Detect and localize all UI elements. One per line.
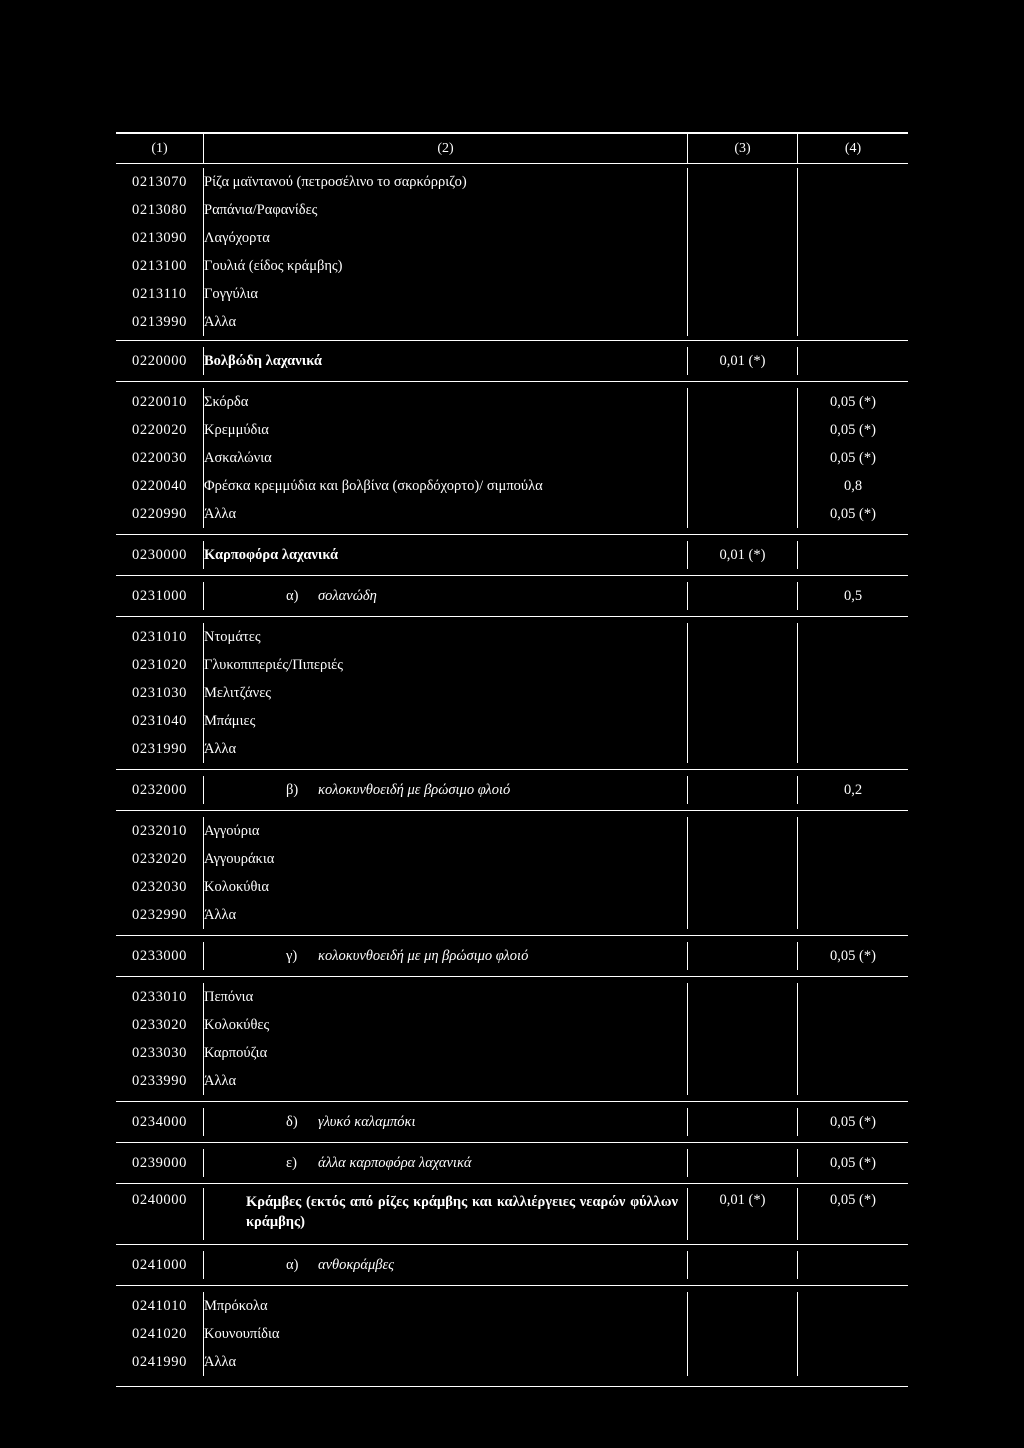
mrl-col-4: 0,05 (*) (830, 1154, 876, 1171)
row-group (116, 811, 908, 936)
mrl-col-3 (688, 707, 798, 735)
row-group (116, 576, 908, 617)
mrl-col-3 (688, 942, 798, 970)
mrl-col-3 (688, 817, 798, 845)
table-row (116, 845, 908, 873)
mrl-col-3 (688, 1039, 798, 1067)
product-code: 0213090 (116, 224, 204, 252)
product-name: Γλυκοπιπεριές/Πιπεριές (204, 651, 688, 679)
mrl-col-4 (798, 1292, 908, 1320)
product-code: 0232010 (116, 817, 204, 845)
header-col-3: (3) (688, 134, 798, 163)
mrl-col-3 (688, 735, 798, 763)
product-name (204, 1188, 688, 1240)
mrl-col-4 (798, 651, 908, 679)
product-name: Ντομάτες (204, 623, 688, 651)
product-code: 0232000 (116, 776, 204, 804)
row-group (116, 617, 908, 770)
product-name: άλλα καρποφόρα λαχανικά (318, 1154, 472, 1171)
mrl-col-4 (798, 901, 908, 929)
product-code: 0213100 (116, 252, 204, 280)
product-name: κολοκυνθοειδή με μη βρώσιμο φλοιό (318, 947, 529, 964)
product-code: 0231030 (116, 679, 204, 707)
table-row (116, 472, 908, 500)
table-row (116, 817, 908, 845)
mrl-col-3 (688, 679, 798, 707)
mrl-col-4 (798, 1039, 908, 1067)
mrl-col-4 (798, 1320, 908, 1348)
mrl-col-3 (688, 623, 798, 651)
product-code: 0232990 (116, 901, 204, 929)
mrl-col-3 (688, 416, 798, 444)
mrl-col-4: 0,05 (*) (830, 947, 876, 964)
mrl-col-3 (688, 845, 798, 873)
product-name: ανθοκράμβες (318, 1256, 395, 1273)
product-subgroup (204, 1251, 688, 1279)
product-code: 0220020 (116, 416, 204, 444)
mrl-col-3 (688, 224, 798, 252)
row-group (116, 1286, 908, 1387)
table-row (116, 1320, 908, 1348)
product-name: κολοκυνθοειδή με βρώσιμο φλοιό (318, 781, 511, 798)
table-row (116, 541, 908, 569)
table-row (116, 308, 908, 336)
mrl-col-4 (798, 541, 908, 569)
mrl-col-4 (798, 707, 908, 735)
product-name: Φρέσκα κρεμμύδια και βολβίνα (σκορδόχορτο)/ σιμπούλα (204, 472, 688, 500)
table-row (116, 1292, 908, 1320)
product-subgroup (204, 776, 688, 804)
product-code: 0220990 (116, 500, 204, 528)
product-code: 0233020 (116, 1011, 204, 1039)
product-code: 0234000 (116, 1108, 204, 1136)
row-group (116, 936, 908, 977)
mrl-col-4: 0,2 (843, 781, 863, 798)
mrl-col-3: 0,01 (*) (688, 347, 798, 375)
mrl-col-3 (688, 472, 798, 500)
table-row (116, 347, 908, 375)
table-row (116, 1039, 908, 1067)
row-group (116, 977, 908, 1102)
product-name: Άλλα (204, 308, 688, 336)
product-name: Κουνουπίδια (204, 1320, 688, 1348)
row-group (116, 535, 908, 576)
table-row (116, 623, 908, 651)
mrl-col-4 (798, 252, 908, 280)
mrl-col-4 (798, 168, 908, 196)
table-row (116, 1348, 908, 1376)
header-col-1: (1) (116, 134, 204, 163)
mrl-col-4 (798, 1348, 908, 1376)
product-code: 0232020 (116, 845, 204, 873)
row-group (116, 1184, 908, 1245)
mrl-col-4 (798, 280, 908, 308)
mrl-col-4 (798, 735, 908, 763)
table-row (116, 707, 908, 735)
mrl-col-4 (798, 623, 908, 651)
residue-limits-table (116, 132, 908, 1387)
mrl-col-3 (688, 444, 798, 472)
row-group (116, 1143, 908, 1184)
mrl-col-3 (688, 873, 798, 901)
table-header (116, 132, 908, 164)
product-code: 0231990 (116, 735, 204, 763)
product-code: 0233990 (116, 1067, 204, 1095)
mrl-col-4: 0,8 (843, 477, 863, 494)
subgroup-label: α) (286, 1256, 299, 1273)
product-code: 0233030 (116, 1039, 204, 1067)
product-name: Αγγούρια (204, 817, 688, 845)
subgroup-label: δ) (286, 1113, 298, 1130)
product-code: 0213990 (116, 308, 204, 336)
table-row (116, 873, 908, 901)
row-group (116, 1245, 908, 1286)
mrl-col-4: 0,05 (*) (830, 1192, 876, 1208)
mrl-col-3: 0,01 (*) (688, 1188, 798, 1240)
mrl-col-4 (798, 224, 908, 252)
product-code: 0233010 (116, 983, 204, 1011)
mrl-col-4 (798, 308, 908, 336)
row-group (116, 1102, 908, 1143)
product-code: 0231020 (116, 651, 204, 679)
product-name: Γουλιά (είδος κράμβης) (204, 252, 688, 280)
mrl-col-4: 0,05 (*) (830, 449, 876, 466)
product-code: 0232030 (116, 873, 204, 901)
product-code: 0233000 (116, 942, 204, 970)
product-name: Καρποφόρα λαχανικά (204, 541, 688, 569)
table-row (116, 1011, 908, 1039)
subgroup-label: ε) (286, 1154, 297, 1171)
product-code: 0241000 (116, 1251, 204, 1279)
product-name: Μελιτζάνες (204, 679, 688, 707)
mrl-col-3 (688, 1348, 798, 1376)
product-name: Άλλα (204, 500, 688, 528)
subgroup-label: α) (286, 587, 299, 604)
mrl-col-3 (688, 1320, 798, 1348)
mrl-col-4 (798, 1251, 908, 1279)
table-row (116, 196, 908, 224)
product-code: 0220030 (116, 444, 204, 472)
table-row (116, 252, 908, 280)
table-row (116, 735, 908, 763)
product-name: Κολοκύθια (204, 873, 688, 901)
mrl-col-3 (688, 388, 798, 416)
product-code: 0231040 (116, 707, 204, 735)
mrl-col-4 (798, 817, 908, 845)
mrl-col-4 (798, 1011, 908, 1039)
table-row (116, 1149, 908, 1177)
mrl-col-4: 0,5 (843, 587, 863, 604)
product-code: 0231000 (116, 582, 204, 610)
mrl-col-4 (798, 347, 908, 375)
product-name: Βολβώδη λαχανικά (204, 347, 688, 375)
mrl-col-3 (688, 252, 798, 280)
table-row (116, 942, 908, 970)
mrl-col-4 (798, 1067, 908, 1095)
table-row (116, 416, 908, 444)
table-row (116, 1067, 908, 1095)
product-name: Μπρόκολα (204, 1292, 688, 1320)
mrl-col-4 (798, 983, 908, 1011)
product-code: 0213110 (116, 280, 204, 308)
table-row (116, 1251, 908, 1279)
product-subgroup (204, 1149, 688, 1177)
product-code: 0213080 (116, 196, 204, 224)
table-row (116, 651, 908, 679)
mrl-col-3 (688, 1251, 798, 1279)
mrl-col-3 (688, 651, 798, 679)
product-subgroup (204, 582, 688, 610)
table-row (116, 582, 908, 610)
product-name: Άλλα (204, 901, 688, 929)
mrl-col-4: 0,05 (*) (830, 505, 876, 522)
product-code: 0241990 (116, 1348, 204, 1376)
mrl-col-3 (688, 1108, 798, 1136)
product-subgroup (204, 1108, 688, 1136)
table-row (116, 280, 908, 308)
product-name: σολανώδη (318, 587, 377, 604)
subgroup-label: β) (286, 781, 299, 798)
mrl-col-3 (688, 308, 798, 336)
table-row (116, 679, 908, 707)
product-name: Πεπόνια (204, 983, 688, 1011)
mrl-col-3 (688, 196, 798, 224)
mrl-col-4 (798, 679, 908, 707)
mrl-col-4 (798, 845, 908, 873)
product-code: 0220000 (116, 347, 204, 375)
product-name: Μπάμιες (204, 707, 688, 735)
product-code: 0239000 (116, 1149, 204, 1177)
mrl-col-4 (798, 873, 908, 901)
product-name: Κρεμμύδια (204, 416, 688, 444)
product-code: 0213070 (116, 168, 204, 196)
product-code: 0240000 (116, 1188, 204, 1240)
mrl-col-3 (688, 168, 798, 196)
product-name: Κολοκύθες (204, 1011, 688, 1039)
mrl-col-3 (688, 1292, 798, 1320)
product-name: Λαγόχορτα (204, 224, 688, 252)
table-row (116, 776, 908, 804)
product-name: Ασκαλώνια (204, 444, 688, 472)
subgroup-label: γ) (286, 947, 298, 964)
table-row (116, 1188, 908, 1240)
product-name: Καρπούζια (204, 1039, 688, 1067)
product-subgroup (204, 942, 688, 970)
mrl-col-3 (688, 1011, 798, 1039)
product-name: Γογγύλια (204, 280, 688, 308)
table-row (116, 444, 908, 472)
mrl-col-3 (688, 582, 798, 610)
product-code: 0241010 (116, 1292, 204, 1320)
mrl-col-3 (688, 500, 798, 528)
product-code: 0220010 (116, 388, 204, 416)
product-code: 0230000 (116, 541, 204, 569)
table-row (116, 388, 908, 416)
product-name: γλυκό καλαμπόκι (318, 1113, 416, 1130)
table-row (116, 224, 908, 252)
header-col-2: (2) (204, 134, 688, 163)
mrl-col-4 (798, 196, 908, 224)
mrl-col-3 (688, 280, 798, 308)
product-name: Άλλα (204, 735, 688, 763)
product-name: Άλλα (204, 1067, 688, 1095)
mrl-col-3: 0,01 (*) (688, 541, 798, 569)
row-group (116, 164, 908, 341)
product-name: Σκόρδα (204, 388, 688, 416)
header-col-4: (4) (844, 140, 862, 156)
product-code: 0241020 (116, 1320, 204, 1348)
product-name: Άλλα (204, 1348, 688, 1376)
mrl-col-4: 0,05 (*) (830, 1113, 876, 1130)
mrl-col-3 (688, 1149, 798, 1177)
table-row (116, 500, 908, 528)
table-row (116, 983, 908, 1011)
mrl-col-4: 0,05 (*) (830, 421, 876, 438)
row-group (116, 382, 908, 535)
mrl-col-3 (688, 983, 798, 1011)
table-row (116, 1108, 908, 1136)
product-name: Ραπάνια/Ραφανίδες (204, 196, 688, 224)
row-group (116, 341, 908, 382)
product-name: Αγγουράκια (204, 845, 688, 873)
mrl-col-3 (688, 1067, 798, 1095)
table-row (116, 901, 908, 929)
product-code: 0220040 (116, 472, 204, 500)
table-row (116, 168, 908, 196)
row-group (116, 770, 908, 811)
product-name: Ρίζα μαϊντανού (πετροσέλινο το σαρκόρριζο) (204, 168, 688, 196)
mrl-col-3 (688, 776, 798, 804)
product-code: 0231010 (116, 623, 204, 651)
mrl-col-3 (688, 901, 798, 929)
product-name-text: Κράμβες (εκτός από ρίζες κράμβης και καλλιέργειες νεαρών φύλλων κράμβης) (246, 1194, 678, 1230)
mrl-col-4: 0,05 (*) (830, 393, 876, 410)
